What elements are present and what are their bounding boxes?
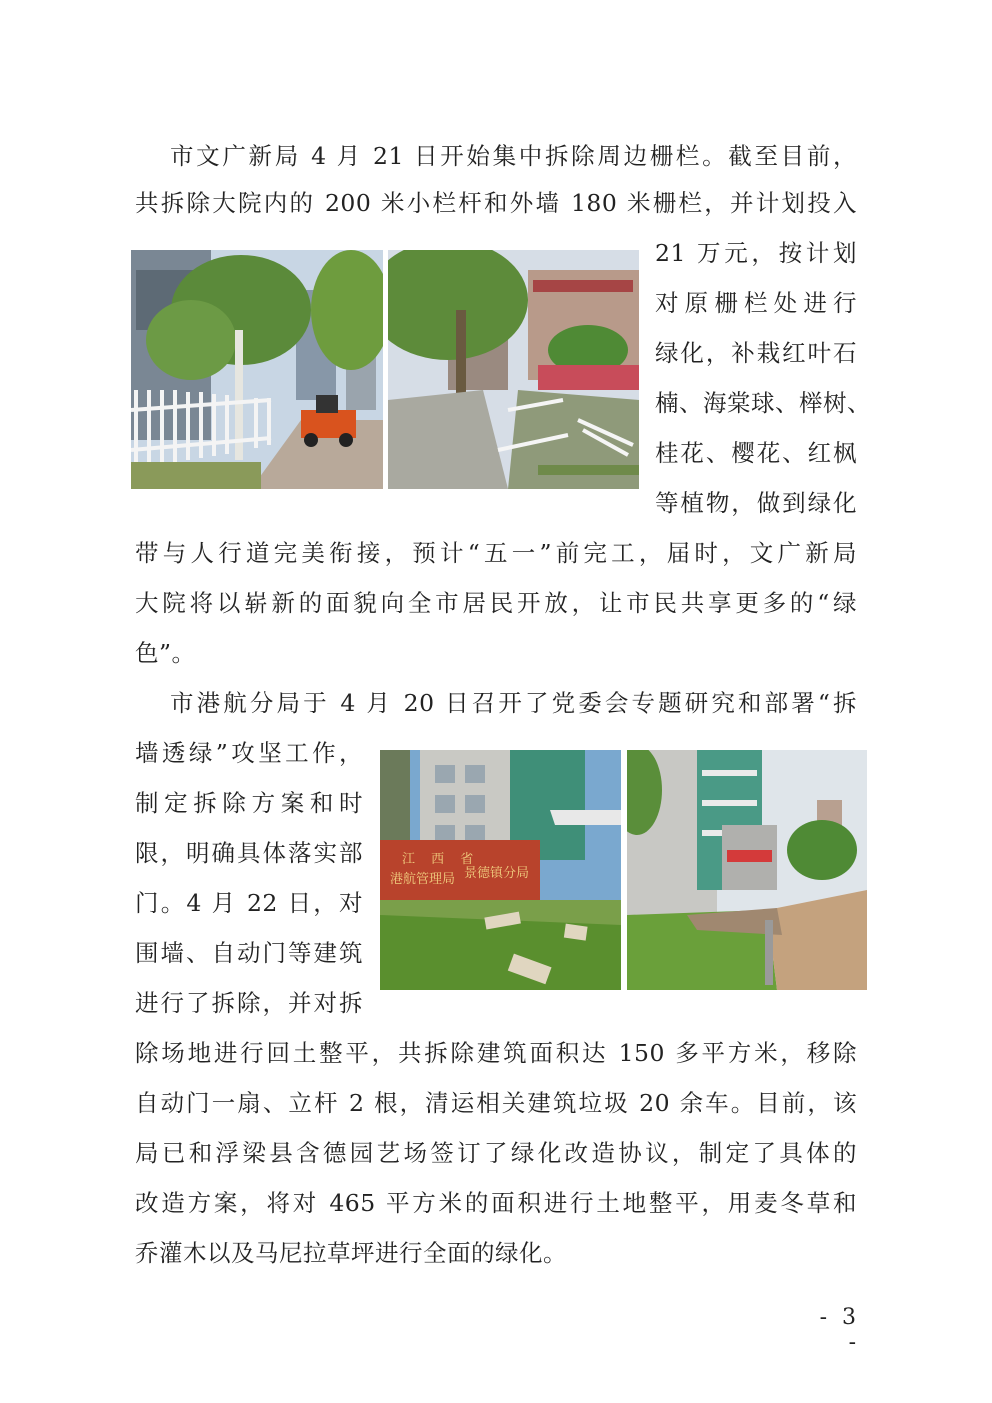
- page-number: - 3 -: [819, 1305, 860, 1355]
- paragraph2-line-9: 自动门一扇、立杆 2 根，清运相关建筑垃圾 20 余车。目前，该: [135, 1089, 857, 1117]
- photo-fence-removal: [131, 250, 383, 489]
- sign-text-left2: 港航管理局: [390, 872, 456, 887]
- paragraph1-line-2: 共拆除大院内的 200 米小栏杆和外墙 180 米栅栏，并计划投入: [135, 189, 857, 217]
- paragraph1-line-11: 色”。: [135, 639, 196, 667]
- photo-walkway-greenbelt: [388, 250, 639, 489]
- paragraph2-line-1: 市港航分局于 4 月 20 日召开了党委会专题研究和部署“拆: [170, 689, 857, 717]
- paragraph2-line-6: 围墙、自动门等建筑: [135, 939, 363, 967]
- sign-text-left: 江 西 省: [402, 852, 480, 867]
- photo-cleared-site: [627, 750, 867, 990]
- paragraph2-line-7: 进行了拆除，并对拆: [135, 989, 363, 1017]
- paragraph1-line-5: 绿化，补栽红叶石: [655, 339, 857, 367]
- paragraph1-line-9: 带与人行道完美衔接，预计“五一”前完工，届时，文广新局: [135, 539, 857, 567]
- paragraph2-line-8: 除场地进行回土整平，共拆除建筑面积达 150 多平方米，移除: [135, 1039, 857, 1067]
- paragraph1-line-6: 楠、海棠球、榉树、: [655, 389, 871, 417]
- paragraph1-line-3: 21 万元，按计划: [655, 239, 857, 267]
- sign-text-right: 景德镇分局: [464, 866, 530, 881]
- paragraph1-line-4: 对原栅栏处进行: [655, 289, 857, 317]
- photo-port-bureau-sign: [380, 750, 621, 990]
- paragraph1-line-1: 市文广新局 4 月 21 日开始集中拆除周边栅栏。截至目前，: [170, 142, 857, 170]
- paragraph2-line-5: 门。4 月 22 日，对: [135, 889, 363, 917]
- paragraph2-line-12: 乔灌木以及马尼拉草坪进行全面的绿化。: [135, 1239, 567, 1267]
- paragraph2-line-10: 局已和浮梁县含德园艺场签订了绿化改造协议，制定了具体的: [135, 1139, 857, 1167]
- paragraph1-line-7: 桂花、樱花、红枫: [655, 439, 857, 467]
- paragraph2-line-3: 制定拆除方案和时: [135, 789, 363, 817]
- paragraph1-line-8: 等植物，做到绿化: [655, 489, 857, 517]
- paragraph2-line-11: 改造方案，将对 465 平方米的面积进行土地整平，用麦冬草和: [135, 1189, 857, 1217]
- paragraph2-line-2: 墙透绿”攻坚工作，: [135, 739, 363, 767]
- paragraph2-line-4: 限，明确具体落实部: [135, 839, 363, 867]
- paragraph1-line-10: 大院将以崭新的面貌向全市居民开放，让市民共享更多的“绿: [135, 589, 857, 617]
